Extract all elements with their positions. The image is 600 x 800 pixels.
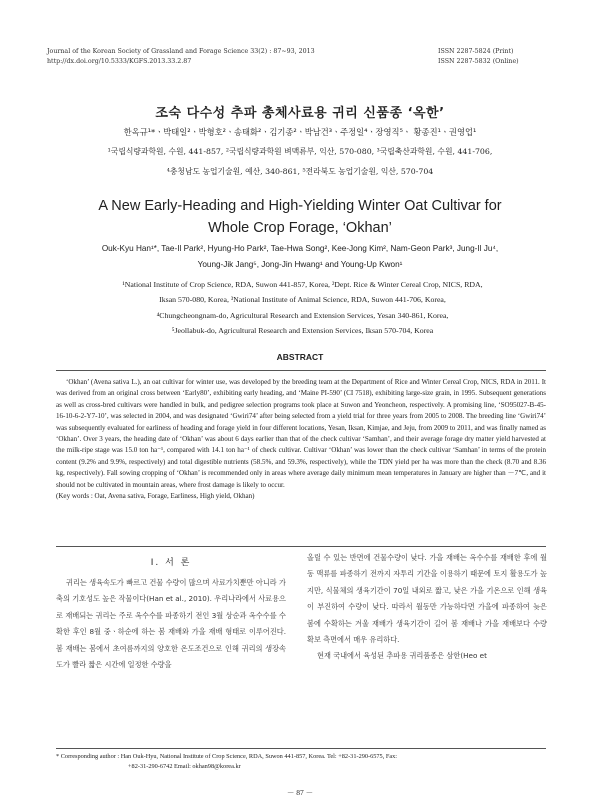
- doi-link[interactable]: http://dx.doi.org/10.5333/KGFS.2013.33.2.87: [47, 58, 192, 65]
- english-affiliation-line-4: ⁵Jeollabuk-do, Agricultural Research and Extension Services, Iksan 570-704, Korea: [171, 326, 434, 336]
- english-authors-line-2: Young-Jik Jang⁵, Jong-Jin Hwang¹ and Young-Up Kwon¹: [197, 260, 403, 269]
- abstract-paragraph: ‘Okhan’ (Avena sativa L.), an oat cultivar for winter use, was developed by the breeding team at the Department of Rice and Winter Cereal Crop, NICS, RDA in 2011. It was derived from an original cross between ‘Early80’, exhibiting early heading, and ‘Maine PI-590’ (CI 7518), exhibiting large-size grain, in 1995. Subsequent generations as well as cross-bred cultivars were handled in bulk, and pedigree selection programs took place at Suwon and Yeoncheon, respectively. A promising line, ‘SO95027-B-45-16-10-6-2-Y7-10’, was selected in 2004, and was designated ‘Gwiri74’ after being selected from a yield trial for three years from 2005 to 2008. The breeding line ‘Gwiri74’ was subsequently evaluated for earliness of heading and forage yield in four different locations, Yesan, Iksan, Kimjae, and Jeju, from 2009 to 2011, and was finally named as ‘Okhan’. Over 3 years, the heading date of ‘Okhan’ was about 6 days earlier than that of the check cultivar ‘Samhan’, and their average forage dry matter yield harvested at the milk-ripe stage was 15.0 ton ha⁻¹, compared with 14.1 ton ha⁻¹ of check cultivar. Cultivar ‘Okhan’ was lower than the check cultivar ‘Samhan’ in terms of the protein content (9.2% and 9.9%, respectively) and total digestible nutrients (58.5%, and 59.3%, respectively), while the TDN yield per ha was more than the check (8.70 and 8.36 kg, respectively). Fall sowing cropping of ‘Okhan’ is recommended only in areas where average daily minimum mean temperatures in January are higher than －7℃, and it should not be cultivated in mountain areas, where frost damage is likely to occur.: [56, 378, 546, 489]
- issn-online: ISSN 2287-5832 (Online): [438, 58, 519, 65]
- english-authors: [60, 241, 540, 273]
- intro-paragraph-continued: 올릴 수 있는 반면에 건물수량이 낮다. 가을 재배는 옥수수를 재배한 후에 월동 맥류를 파종하기 전까지 자투리 기간을 이용하기 때문에 토지 활용도가 높지만, 식물체의 생육기간이 70일 내외로 짧고, 낮은 가을 기온으로 인해 생육이 부진하여 수량이 낮다. 따라서 월동만 가능하다면 가을에 파종하여 늦은 봄에 수확하는 겨울 재배가 생육기간이 길어 봄 재배나 가을 재배보다 수량 확보 측면에서 매우 유리하다.: [307, 553, 547, 645]
- footnote-rule: [56, 748, 546, 749]
- english-affiliation-line-2: Iksan 570-080, Korea, ³National Institute of Animal Science, RDA, Suwon 441-706, Korea,: [159, 295, 446, 305]
- korean-title: 조숙 다수성 추파 총체사료용 귀리 신품종 ‘옥한’: [155, 106, 445, 121]
- english-authors-line-1: Ouk-Kyu Han¹*, Tae-Il Park², Hyung-Ho Park², Tae-Hwa Song², Kee-Jong Kim², Nam-Geon Park³, Jung-Il Ju⁴,: [101, 244, 499, 253]
- issn-print: ISSN 2287-5824 (Print): [438, 48, 514, 55]
- english-title-line-2: Whole Crop Forage, ‘Okhan’: [208, 220, 392, 236]
- journal-citation: Journal of the Korean Society of Grassland and Forage Science 33(2) : 87~93, 2013: [47, 48, 315, 55]
- journal-header: [47, 47, 315, 67]
- footnote-line-2: +82-31-290-6742 Email: okhan98@korea.kr: [128, 763, 241, 770]
- section-heading-introduction: Ⅰ. 서 론: [150, 558, 192, 568]
- english-title-line-1: A New Early-Heading and High-Yielding Winter Oat Cultivar for: [98, 198, 502, 214]
- abstract-bottom-rule: [56, 546, 546, 547]
- abstract-body: [56, 377, 546, 502]
- korean-authors: 한옥규¹*ㆍ박태일²ㆍ박형호²ㆍ송태화²ㆍ김기종²ㆍ박남건³ㆍ주정일⁴ㆍ장영직⁵ㆍ 황종진¹ㆍ권영업¹: [123, 127, 477, 137]
- english-affiliation-line-1: ¹National Institute of Crop Science, RDA, Suwon 441-857, Korea, ²Dept. Rice & Winter Cereal Crop, NICS, RDA,: [122, 280, 483, 289]
- body-column-right: [307, 550, 547, 665]
- issn-block: [438, 47, 519, 67]
- keywords: (Key words : Oat, Avena sativa, Forage, Earliness, High yield, Okhan): [56, 492, 255, 501]
- body-column-left: [56, 575, 286, 673]
- intro-paragraph: 귀리는 생육속도가 빠르고 건물 수량이 많으며 사료가치뿐만 아니라 가축의 기호성도 높은 작물이다(Han et al., 2010). 우리나라에서 사료용으로 재배되는 귀리는 주로 옥수수를 파종하기 전인 3월 상순과 옥수수를 수확한 후인 8월 중ㆍ하순에 하는 봄 재배와 가을 재배 형태로 이루어진다. 봄 재배는 봄에서 초여름까지의 양호한 온도조건으로 인해 귀리의 생장속도가 빨라 짧은 시간에 일정한 수량을: [56, 578, 286, 670]
- abstract-heading: ABSTRACT: [276, 352, 324, 362]
- footnote: [56, 752, 546, 772]
- english-affiliations: [40, 277, 565, 339]
- korean-affiliation-line-1: ¹국립식량과학원, 수원, 441-857, ²국립식량과학원 벼맥류부, 익산, 570-080, ³국립축산과학원, 수원, 441-706,: [107, 147, 493, 156]
- footnote-line-1: * Corresponding author : Han Ouk-Hyu, National Institute of Crop Science, RDA, Suwon 441-857, Korea. Tel: +82-31-290-6575, Fax:: [56, 753, 398, 760]
- english-affiliation-line-3: ⁴Chungcheongnam-do, Agricultural Research and Extension Services, Yesan 340-861, Korea,: [156, 310, 449, 320]
- english-title: [0, 195, 600, 239]
- abstract-top-rule: [56, 370, 546, 371]
- intro-paragraph-next: 현재 국내에서 육성된 추파용 귀리품종은 삼한(Heo et: [317, 651, 487, 661]
- korean-affiliation-line-2: ⁴충청남도 농업기술원, 예산, 340-861, ⁵전라북도 농업기술원, 익산, 570-704: [166, 167, 434, 176]
- page-number: － 87 －: [286, 788, 314, 797]
